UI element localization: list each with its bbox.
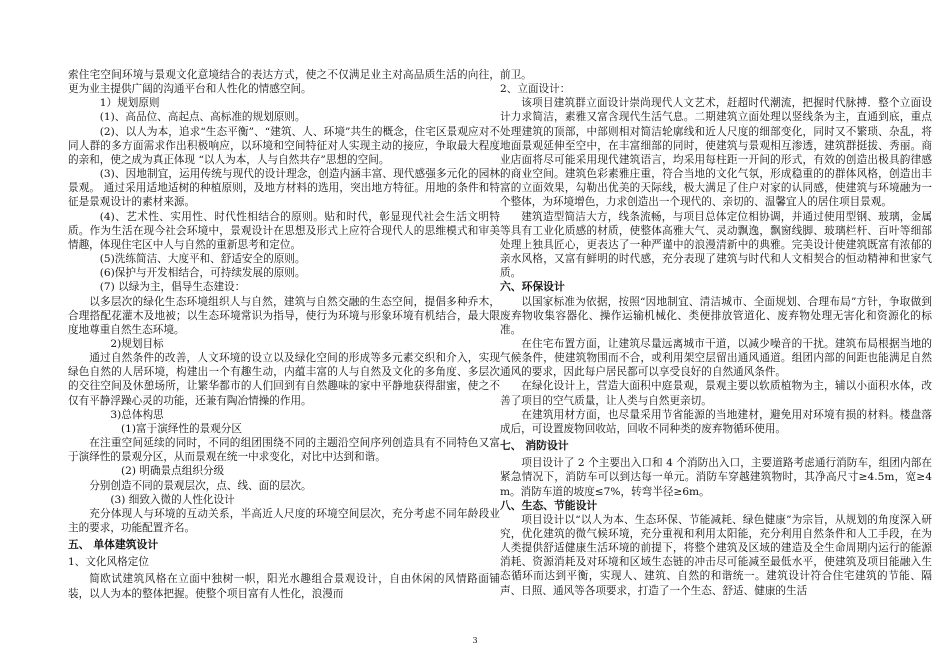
paragraph: (4)、艺术性、实用性、时代性相结合的原则。贴和时代，彰显现代社会生活文明特质。作为生活在现今社会环境中，景观设计在思想及形式上应符合现代人的思维模式和审美情趣，体现住宅区中人与自然的重新思考和定位。 (68, 210, 500, 251)
paragraph: (2) 明确景点组织分级 (121, 465, 225, 478)
section-heading: 六、环保设计 (500, 280, 565, 294)
paragraph: (6)保护与开发相结合，可持续发展的原则。 (99, 267, 306, 280)
right-column (500, 68, 932, 598)
paragraph: 该项目建筑群立面设计崇尚现代人文艺术，赶超时代潮流，把握时代脉搏．整个立面设计力求简洁，素雅又富含现代生活气息。二期建筑立面处理以竖线条为主，直通到底，重点处理建筑的顶部，中部则相对简洁轮廓线和近人尺度的细部变化，同时又不繁琐、杂乱，将地面景观延伸至空中，在丰富细部的同时，使建筑与景观相互渗透，建筑群挺拔、秀丽。商业店面将尽可能采用现代建筑语言，均采用每柱距一开间的形式，有效的创造出极具韵律感的商业空间。建筑色彩素雅庄重，符合当地的文化气氛，形成稳重的的群体风格，创造出丰富的立面效果，勾勒出优美的天际线，极大满足了住户对家的认同感，使建筑与环境融为一个整体，为环境增色，力求创造出一个现代的、亲切的、温馨宜人的居住项目景观。 (500, 97, 932, 209)
paragraph: 1、文化风格定位 (68, 556, 149, 569)
paragraph: 简欧试建筑风格在立面中独树一帜，阳光水趣组合景观设计，自由休闲的风情路面铺装，以人为本的整体把握。使整个项目富有人性化，浪漫而 (68, 573, 500, 600)
paragraph: 项目设计了 2 个主要出入口和 4 个消防出入口，主要道路考虑通行消防车，组团内部在紧急情况下，消防车可以到达每一单元。消防车穿越建筑物时，其净高尺寸≥4.5m，宽≥4m。消防车道的坡度≤7%，转弯半径≥6m。 (500, 457, 932, 498)
paragraph: 在绿化设计上，营造大面积中庭景观，景观主要以软质植物为主，辅以小面积水体，改善了项目的空气质量，让人类与自然更亲切。 (500, 380, 932, 407)
section-heading: 五、 单体建筑设计 (68, 538, 159, 552)
paragraph: 项目设计以“以人为本、生态环保、节能减耗、绿色健康”为宗旨，从规划的角度深入研究，优化建筑的微气候环境，充分重视和利用太阳能，充分利用自然条件和人工手段，在为人类提供舒适健康生活环境的前提下，将整个建筑及区域的建造及全生命周期内运行的能源消耗、资源消耗及对环境和区域生态链的冲击尽可能减至最低水平，使建筑及项目能融入生态循环而达到平衡，实现人、建筑、自然的和谐统一。建筑设计符合住宅建筑的节能、隔声、日照、通风等各项要求，打造了一个生态、舒适、健康的生活 (500, 513, 932, 597)
paragraph: 3)总体构思 (110, 408, 164, 421)
paragraph: (5)洗练简洁、大度平和、舒适安全的原则。 (99, 253, 306, 266)
paragraph: (3) 细致入微的人性化设计 (110, 493, 235, 506)
paragraph: 1）规划原则 (99, 97, 160, 110)
paragraph: 建筑造型简洁大方，线条流畅，与项目总体定位相协调，并通过使用型钢、玻璃，金属等具有工业化质感的材质，使整体高雅大气、灵动飘逸，飘窗线脚、玻璃栏杆、百叶等细部处理上独具匠心，更表达了一种严谨中的浪漫清新中的典雅。完美设计使建筑既富有浓郁的亲水风格，又富有鲜明的时代感，充分表现了建筑与时代和人文相契合的恒动精神和世家气质。 (500, 210, 932, 280)
paragraph: 在注重空间延续的同时，不同的组团围绕不同的主题沿空间序列创造具有不同特色又富于演绎性的景观分区，从而景观在统一中求变化，对比中达到和谐。 (68, 437, 500, 464)
left-column (68, 68, 500, 601)
paragraph: (1)富于演绎性的景观分区 (121, 422, 242, 435)
paragraph: 2)规划目标 (110, 337, 164, 350)
paragraph: 索住宅空间环境与景观文化意境结合的表达方式，使之不仅满足业主对高品质生活的向往，更为业主提供广阔的沟通平台和人性化的情感空间。 (68, 69, 500, 96)
page-number: 3 (472, 636, 478, 645)
paragraph: (3)、因地制宜，运用传统与现代的设计理念，创造内涵丰富、现代感强多元化的园林景观。 通过采用适地适树的种植原则，及地方材料的选用，突出地方特征。用地的条件和特征是景观设计的素材来源。 (68, 168, 500, 209)
paragraph: (2)、以人为本，追求“生态平衡”、“建筑、人、环境”共生的概念，住宅区景观应对不同人群的多方面需求作出积极响应，以环境和空间特征对人实现主动的接应，争取最大程度的亲和，使之成为真正体现 “以人为本，人与自然共存”思想的空间。 (68, 125, 500, 166)
section-heading: 七、 消防设计 (500, 439, 569, 453)
paragraph: 通过自然条件的改善，人文环境的设立以及绿化空间的形成等多元素交织和介入，实现绿色自然的人居环境，构建出一个有趣生动，内蕴丰富的人与自然及文化的多角度、多层次的交往空间及休憩场所，让繁华都市的人们回到有自然趣味的家中平静地获得甜蜜，使之不仅有平静浮躁心灵的功能，还兼有陶冶情操的作用。 (68, 352, 500, 407)
section-heading: 八、生态、节能设计 (500, 498, 598, 512)
paragraph: 在住宅布置方面，让建筑尽量远离城市干道，以减少噪音的干扰。建筑布局根据当地的气候条件，使建筑物围而不合，或利用架空层留出通风通道。组团内部的间距也能满足自然通风的要求，因此每户居民都可以享受良好的自然通风条件。 (500, 337, 932, 379)
paragraph: 在建筑用材方面，也尽量采用节省能源的当地建材，避免用对环境有损的材料。楼盘落成后，可设置废物回收站，回收不同种类的废弃物循环使用。 (500, 408, 932, 435)
paragraph: 分别创造不同的景观层次，点、线、面的层次。 (89, 479, 312, 492)
paragraph: (1)、高品位、高起点、高标准的规划原则。 (99, 111, 306, 124)
paragraph: 2、立面设计： (500, 83, 571, 96)
paragraph: 以国家标准为依据，按照“因地制宜、清洁城市、全面规划、合理布局”方针，争取做到废弃物收集容器化、操作运输机械化、类便排放管道化、废弃物处理无害化和资源化的标准。 (500, 295, 932, 336)
paragraph: 充分体现人与环境的互动关系，半高近人尺度的环境空间层次，充分考虑不同年龄段业主的要求，功能配置齐名。 (68, 507, 500, 534)
paragraph: (7) 以绿为主，倡导生态建设： (99, 281, 246, 294)
paragraph: 前卫。 (500, 69, 532, 81)
paragraph: 以多层次的绿化生态环境组织人与自然，建筑与自然交融的生态空间，提倡多种乔木，合理搭配花灌木及地被；以生态环境常识为指导，使行为环境与形象环境有机结合，最大限度地尊重自然生态环境。 (68, 295, 500, 336)
